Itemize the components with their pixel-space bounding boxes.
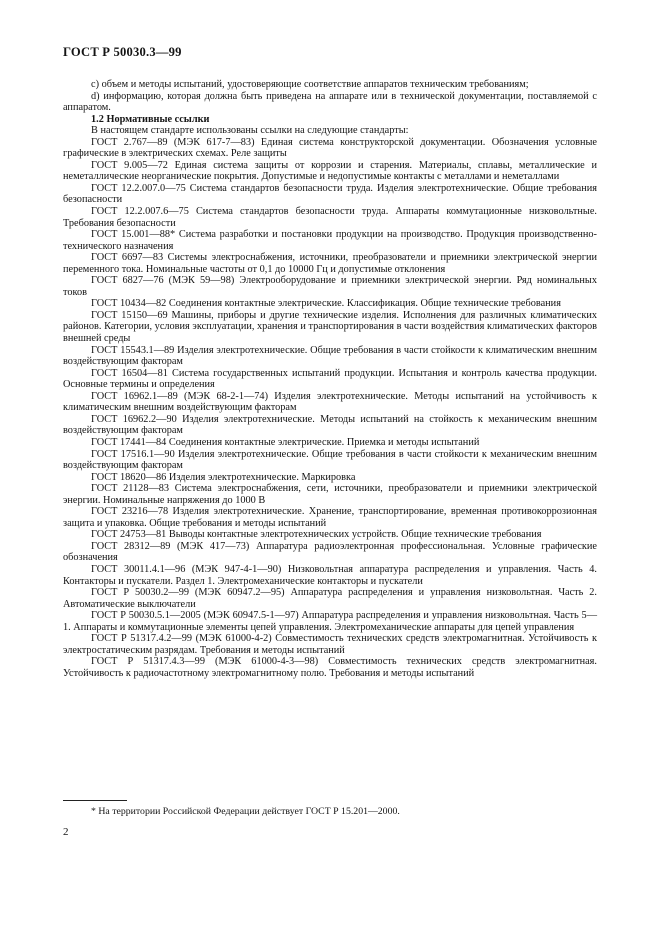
reference-item: ГОСТ Р 51317.4.3—99 (МЭК 61000-4-3—98) Совместимость технических средств электромагнитная. Устойчивость к радиочастотному электромагнитному полю. Требования и методы испытаний xyxy=(63,656,597,679)
reference-item: ГОСТ 15543.1—89 Изделия электротехнические. Общие требования в части стойкости к климатическим внешним воздействующим факторам xyxy=(63,344,597,368)
reference-item: ГОСТ 6827—76 (МЭК 59—98) Электрооборудование и приемники электрической энергии. Ряд номинальных токов xyxy=(63,275,597,298)
reference-item: ГОСТ 17516.1—90 Изделия электротехнические. Общие требования в части стойкости к механическим внешним воздействующим факторам xyxy=(63,448,597,472)
reference-item: ГОСТ 12.2.007.0—75 Система стандартов безопасности труда. Изделия электротехнические. Общие требования безопасности xyxy=(63,182,597,206)
reference-item: ГОСТ 6697—83 Системы электроснабжения, источники, преобразователи и приемники электрической энергии переменного тока. Номинальные частоты от 0,1 до 10000 Гц и допустимые отклонения xyxy=(63,252,597,275)
footnote-divider xyxy=(63,800,127,801)
reference-item: ГОСТ 9.005—72 Единая система защиты от коррозии и старения. Материалы, сплавы, металлические и неметаллические неорганические покрытия. Допустимые и недопустимые контакты с металлами и неметаллами xyxy=(63,159,597,183)
reference-item: ГОСТ 15150—69 Машины, приборы и другие технические изделия. Исполнения для различных климатических районов. Категории, условия эксплуатации, хранения и транспортирования в части воздействия климатических факторов внешней среды xyxy=(63,309,597,345)
footnote: * На территории Российской Федерации действует ГОСТ Р 15.201—2000. xyxy=(91,806,400,817)
reference-item: ГОСТ 15.001—88* Система разработки и постановки продукции на производство. Продукция производственно-технического назначения xyxy=(63,229,597,252)
body-paragraph: c) объем и методы испытаний, удостоверяющие соответствие аппаратов техническим требованиям; xyxy=(91,79,529,90)
reference-item: ГОСТ 12.2.007.6—75 Система стандартов безопасности труда. Аппараты коммутационные низковольтные. Требования безопасности xyxy=(63,206,597,229)
section-title: 1.2 Нормативные ссылки xyxy=(91,113,210,125)
reference-item: ГОСТ 23216—78 Изделия электротехнические. Хранение, транспортирование, временная противокоррозионная защита и упаковка. Общие требования и методы испытаний xyxy=(63,506,597,529)
reference-item: ГОСТ 28312—89 (МЭК 417—73) Аппаратура радиоэлектронная профессиональная. Условные графические обозначения xyxy=(63,540,597,564)
reference-item: ГОСТ 24753—81 Выводы контактные электротехнических устройств. Общие технические требования xyxy=(91,529,542,541)
section-intro: В настоящем стандарте использованы ссылки на следующие стандарты: xyxy=(91,125,409,137)
reference-item: ГОСТ Р 50030.5.1—2005 (МЭК 60947.5-1—97) Аппаратура распределения и управления низковольтная. Часть 5—1. Аппараты и коммутационные элементы цепей управления. Электромеханические аппараты для цепей управления xyxy=(63,610,597,633)
reference-item: ГОСТ 16962.1—89 (МЭК 68-2-1—74) Изделия электротехнические. Методы испытаний на устойчивость к климатическим внешним воздействующим факторам xyxy=(63,390,597,414)
reference-item: ГОСТ 21128—83 Система электроснабжения, сети, источники, преобразователи и приемники электрической энергии. Номинальные напряжения до 1000 В xyxy=(63,483,597,506)
reference-item: ГОСТ 17441—84 Соединения контактные электрические. Приемка и методы испытаний xyxy=(91,436,480,448)
page-number: 2 xyxy=(63,826,69,838)
reference-item: ГОСТ 2.767—89 (МЭК 617-7—83) Единая система конструкторской документации. Обозначения условные графические в электрических схемах. Реле защиты xyxy=(63,136,597,160)
reference-item: ГОСТ 10434—82 Соединения контактные электрические. Классификация. Общие технические требования xyxy=(91,298,561,310)
body-paragraph: d) информацию, которая должна быть приведена на аппарате или в технической документации, поставляемой с аппаратом. xyxy=(63,90,597,114)
page-body xyxy=(63,79,597,679)
reference-item: ГОСТ Р 50030.2—99 (МЭК 60947.2—95) Аппаратура распределения и управления низковольтная. Часть 2. Автоматические выключатели xyxy=(63,587,597,610)
reference-item: ГОСТ 30011.4.1—96 (МЭК 947-4-1—90) Низковольтная аппаратура распределения и управления. Часть 4. Контакторы и пускатели. Раздел 1. Электромеханические контакторы и пускатели xyxy=(63,563,597,587)
reference-item: ГОСТ 16962.2—90 Изделия электротехнические. Методы испытаний на стойкость к механическим внешним воздействующим факторам xyxy=(63,413,597,437)
page-header-standard-id: ГОСТ Р 50030.3—99 xyxy=(63,45,182,59)
reference-item: ГОСТ 16504—81 Система государственных испытаний продукции. Испытания и контроль качества продукции. Основные термины и определения xyxy=(63,367,597,391)
reference-item: ГОСТ Р 51317.4.2—99 (МЭК 61000-4-2) Совместимость технических средств электромагнитная. Устойчивость к электростатическим разрядам. Требования и методы испытаний xyxy=(63,633,597,656)
reference-item: ГОСТ 18620—86 Изделия электротехнические. Маркировка xyxy=(91,471,356,483)
